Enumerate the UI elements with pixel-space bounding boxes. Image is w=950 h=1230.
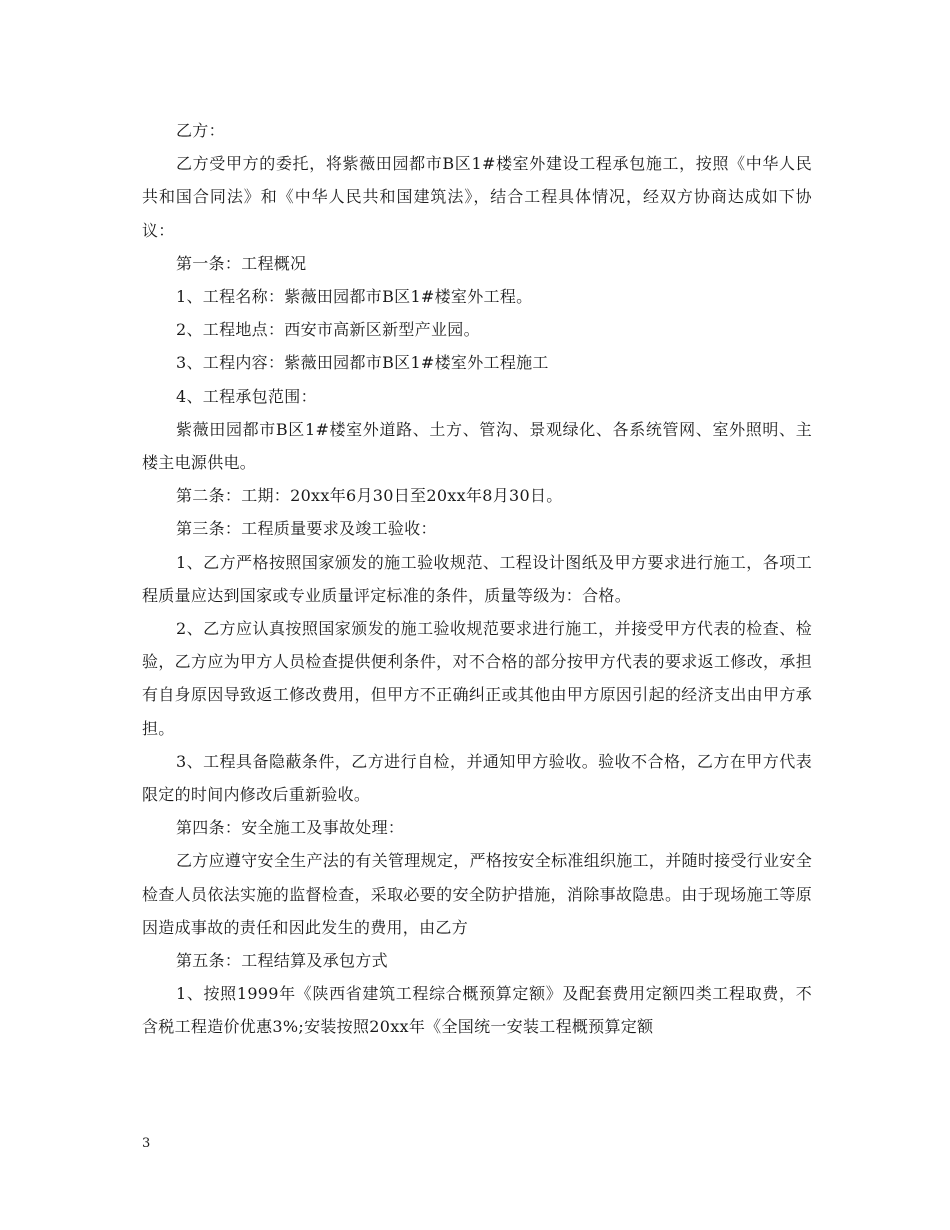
paragraph-preamble: 乙方受甲方的委托，将紫薇田园都市B区1#楼室外建设工程承包施工，按照《中华人民共和国合同法》和《中华人民共和国建筑法》，结合工程具体情况，经双方协商达成如下协议： bbox=[142, 154, 812, 240]
paragraph-safety: 乙方应遵守安全生产法的有关管理规定，严格按安全标准组织施工，并随时接受行业安全检查人员依法实施的监督检查，采取必要的安全防护措施，消除事故隐患。由于现场施工等原因造成事故的责任和因此发生的费用，由乙方 bbox=[142, 851, 812, 937]
page-number: 3 bbox=[142, 1136, 151, 1151]
paragraph-quality-1: 1、乙方严格按照国家颁发的施工验收规范、工程设计图纸及甲方要求进行施工，各项工程质量应达到国家或专业质量评定标准的条件，质量等级为：合格。 bbox=[142, 552, 812, 605]
article-4-heading: 第四条：安全施工及事故处理： bbox=[176, 818, 405, 838]
paragraph-settlement-1: 1、按照1999年《陕西省建筑工程综合概预算定额》及配套费用定额四类工程取费，不含税工程造价优惠3%;安装按照20xx年《全国统一安装工程概预算定额 bbox=[142, 984, 812, 1037]
article-2-schedule: 第二条：工期：20xx年6月30日至20xx年8月30日。 bbox=[176, 486, 563, 506]
paragraph-quality-3: 3、工程具备隐蔽条件，乙方进行自检，并通知甲方验收。验收不合格，乙方在甲方代表限定的时间内修改后重新验收。 bbox=[142, 751, 812, 805]
article-5-heading: 第五条：工程结算及承包方式 bbox=[176, 951, 388, 971]
paragraph-party-b: 乙方： bbox=[176, 121, 225, 140]
article-3-heading: 第三条：工程质量要求及竣工验收： bbox=[176, 519, 437, 539]
paragraph-project-name: 1、工程名称：紫薇田园都市B区1#楼室外工程。 bbox=[176, 287, 533, 307]
paragraph-project-scope: 紫薇田园都市B区1#楼室外道路、土方、管沟、景观绿化、各系统管网、室外照明、主楼主电源供电。 bbox=[142, 419, 812, 473]
paragraph-project-location: 2、工程地点：西安市高新区新型产业园。 bbox=[176, 320, 480, 340]
document-body bbox=[142, 114, 812, 1044]
paragraph-quality-2: 2、乙方应认真按照国家颁发的施工验收规范要求进行施工，并接受甲方代表的检查、检验，乙方应为甲方人员检查提供便利条件，对不合格的部分按甲方代表的要求返工修改，承担有自身原因导致返工修改费用，但甲方不正确纠正或其他由甲方原因引起的经济支出由甲方承担。 bbox=[142, 619, 812, 738]
paragraph-project-content: 3、工程内容：紫薇田园都市B区1#楼室外工程施工 bbox=[176, 353, 549, 373]
paragraph-project-scope-heading: 4、工程承包范围： bbox=[176, 386, 317, 406]
article-1-heading: 第一条：工程概况 bbox=[176, 253, 307, 273]
